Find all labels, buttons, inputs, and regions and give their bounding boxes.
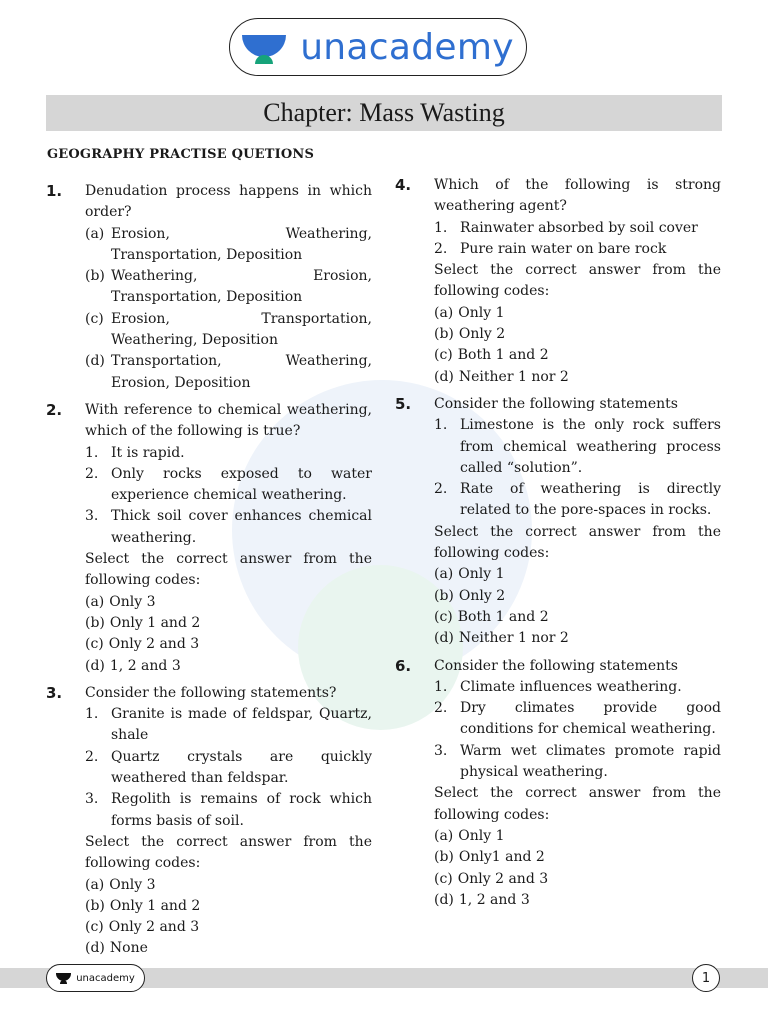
- chapter-banner: [46, 95, 722, 131]
- option: (d) Transportation, Weathering, Erosion, Deposition: [85, 353, 372, 391]
- question-5: [395, 394, 721, 650]
- option: (c) Erosion, Transportation, Weathering, Deposition: [85, 310, 372, 349]
- question-6: [395, 656, 721, 912]
- statement: 1. Climate influences weathering.: [434, 678, 682, 695]
- header-logo: [229, 18, 527, 76]
- question-number: 6.: [395, 656, 412, 675]
- option: (b) Weathering, Erosion, Transportation, Deposition: [85, 268, 372, 306]
- option: (a) Only 1: [434, 304, 505, 321]
- statement: 1. Rainwater absorbed by soil cover: [434, 219, 698, 236]
- question-2: [46, 400, 372, 677]
- question-text: With reference to chemical weathering, which of the following is true?: [85, 401, 372, 440]
- question-number: 3.: [46, 683, 63, 702]
- option: (c) Both 1 and 2: [434, 347, 549, 364]
- question-1: [46, 181, 372, 394]
- question-number: 2.: [46, 400, 63, 419]
- statement: 2. Rate of weathering is directly related to the pore-spaces in rocks.: [434, 481, 721, 519]
- option: (c) Only 2 and 3: [85, 636, 200, 653]
- option: (b) Only1 and 2: [434, 849, 545, 866]
- option: (d) 1, 2 and 3: [85, 657, 181, 674]
- question-text: Which of the following is strong weathering agent?: [434, 177, 721, 215]
- option: (d) None: [85, 940, 148, 957]
- option: (b) Only 1 and 2: [85, 897, 201, 914]
- question-text: Consider the following statements: [434, 395, 678, 412]
- brand-name: unacademy: [300, 26, 514, 68]
- footer-brand-name: unacademy: [76, 972, 135, 984]
- right-column: [395, 175, 721, 917]
- option: (a) Only 1: [434, 827, 505, 844]
- question-text: Consider the following statements?: [85, 684, 337, 701]
- question-number: 5.: [395, 394, 412, 413]
- codes-instruction: Select the correct answer from the following codes:: [434, 262, 721, 300]
- question-number: 4.: [395, 176, 412, 194]
- question-text: Consider the following statements: [434, 657, 678, 674]
- option: (a) Only 3: [85, 593, 156, 610]
- option: (b) Only 1 and 2: [85, 614, 201, 631]
- unacademy-logo-icon: [242, 25, 292, 69]
- chapter-title: Chapter: Mass Wasting: [263, 98, 505, 127]
- question-number: 1.: [46, 182, 63, 200]
- option: (a) Only 1: [434, 566, 505, 583]
- statement: 2. Dry climates provide good conditions for chemical weathering.: [434, 700, 721, 738]
- option: (c) Only 2 and 3: [85, 919, 200, 936]
- option: (a) Only 3: [85, 876, 156, 893]
- option: (d) 1, 2 and 3: [434, 891, 530, 908]
- statement: 3. Regolith is remains of rock which forms basis of soil.: [85, 791, 372, 829]
- unacademy-logo-icon: [56, 971, 72, 985]
- statement: 2. Pure rain water on bare rock: [434, 240, 667, 257]
- question-4: [395, 175, 721, 388]
- section-heading: GEOGRAPHY PRACTISE QUETIONS: [47, 147, 315, 162]
- codes-instruction: Select the correct answer from the following codes:: [85, 833, 372, 872]
- statement: 2. Quartz crystals are quickly weathered than feldspar.: [85, 748, 372, 787]
- codes-instruction: Select the correct answer from the following codes:: [434, 785, 721, 823]
- question-3: [46, 683, 372, 960]
- statement: 1. Granite is made of feldspar, Quartz, shale: [85, 706, 372, 744]
- statement: 2. Only rocks exposed to water experience chemical weathering.: [85, 465, 372, 504]
- option: (a) Erosion, Weathering, Transportation, Deposition: [85, 225, 372, 263]
- option: (b) Only 2: [434, 326, 506, 343]
- option: (c) Only 2 and 3: [434, 870, 549, 887]
- statement: 3. Warm wet climates promote rapid physical weathering.: [434, 742, 721, 781]
- footer-logo: [46, 964, 145, 992]
- option: (d) Neither 1 nor 2: [434, 368, 569, 385]
- option: (d) Neither 1 nor 2: [434, 630, 569, 647]
- question-text: Denudation process happens in which order?: [85, 183, 372, 221]
- statement: 1. Limestone is the only rock suffers from chemical weathering process called “solution”.: [434, 417, 721, 476]
- codes-instruction: Select the correct answer from the following codes:: [434, 523, 721, 562]
- statement: 3. Thick soil cover enhances chemical weathering.: [85, 508, 372, 546]
- page-number: 1: [692, 964, 720, 992]
- option: (b) Only 2: [434, 587, 506, 604]
- codes-instruction: Select the correct answer from the following codes:: [85, 551, 372, 589]
- left-column: [46, 181, 372, 966]
- option: (c) Both 1 and 2: [434, 608, 549, 625]
- statement: 1. It is rapid.: [85, 444, 185, 461]
